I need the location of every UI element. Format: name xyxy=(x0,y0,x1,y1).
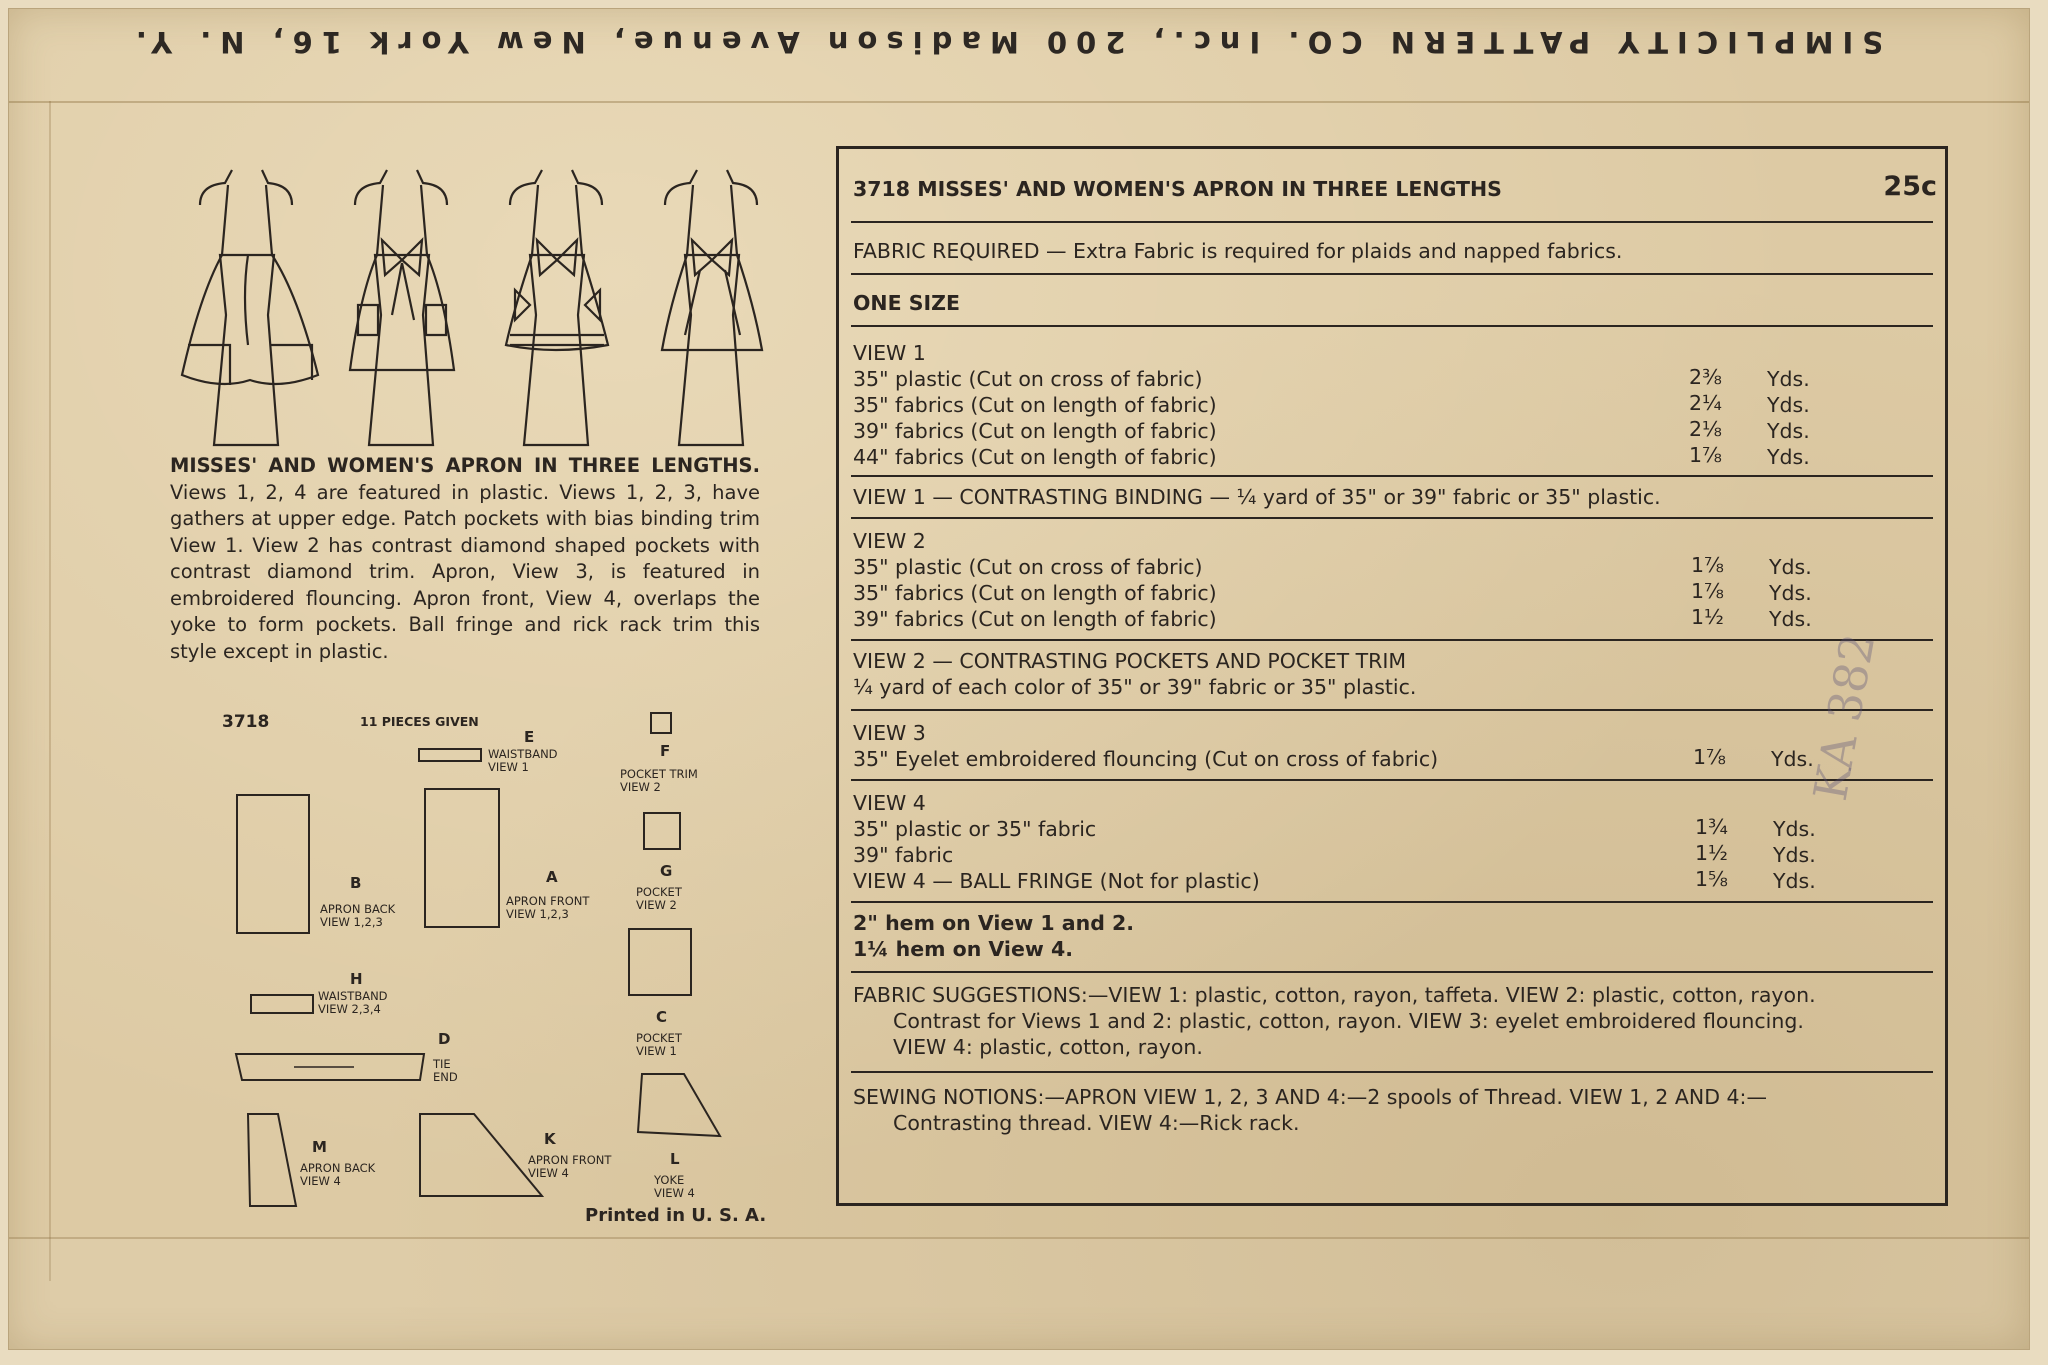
apron-view-3-figure xyxy=(506,170,608,445)
rule xyxy=(851,325,1933,327)
piece-g-letter: G xyxy=(660,862,673,880)
rule xyxy=(851,971,1933,973)
fabric-required: FABRIC REQUIRED — Extra Fabric is required for plaids and napped fabrics. xyxy=(853,239,1623,263)
view2-unit: Yds. xyxy=(1769,607,1812,631)
side-flap-edge xyxy=(9,101,51,1281)
piece-h-label: WAISTBAND VIEW 2,3,4 xyxy=(318,989,388,1016)
view1-row: 35" plastic (Cut on cross of fabric) xyxy=(853,367,1203,391)
piece-a-shape xyxy=(424,788,500,928)
piece-d-shape xyxy=(234,1046,434,1086)
view1-qty: 2¼ xyxy=(1689,391,1722,415)
view4-row: 35" plastic or 35" fabric xyxy=(853,817,1097,841)
rule xyxy=(851,1071,1933,1073)
fabric-suggestions-line2: Contrast for Views 1 and 2: plastic, cotton, rayon. VIEW 3: eyelet embroidered flouncing. xyxy=(893,1009,1804,1033)
piece-c-label: POCKET VIEW 1 xyxy=(636,1031,682,1058)
fabric-suggestions-line1: FABRIC SUGGESTIONS:—VIEW 1: plastic, cotton, rayon, taffeta. VIEW 2: plastic, cotton, rayon. xyxy=(853,983,1816,1007)
view4-unit: Yds. xyxy=(1773,817,1816,841)
piece-b-label: APRON BACK VIEW 1,2,3 xyxy=(320,902,396,929)
rule xyxy=(851,779,1933,781)
pattern-number: 3718 xyxy=(222,712,270,732)
view4-qty: 1¾ xyxy=(1695,815,1728,839)
description-title: MISSES' AND WOMEN'S APRON IN THREE LENGTHS. xyxy=(170,454,760,477)
size-label: ONE SIZE xyxy=(853,291,960,315)
piece-d-label: TIE END xyxy=(433,1057,458,1084)
piece-g-label: POCKET VIEW 2 xyxy=(636,885,682,912)
sewing-notions-line1: SEWING NOTIONS:—APRON VIEW 1, 2, 3 AND 4:—2 spools of Thread. VIEW 1, 2 AND 4:— xyxy=(853,1085,1767,1109)
view4-row: VIEW 4 — BALL FRINGE (Not for plastic) xyxy=(853,869,1260,893)
piece-k-label: APRON FRONT VIEW 4 xyxy=(528,1153,612,1180)
piece-e-label: WAISTBAND VIEW 1 xyxy=(488,747,558,774)
sewing-notions-line2: Contrasting thread. VIEW 4:—Rick rack. xyxy=(893,1111,1300,1135)
view1-unit: Yds. xyxy=(1767,367,1810,391)
fabric-chart-box xyxy=(836,146,1948,1206)
view2-label: VIEW 2 xyxy=(853,529,926,553)
view1-qty: 1⅞ xyxy=(1689,443,1722,467)
view2-qty: 1⅞ xyxy=(1691,579,1724,603)
piece-l-shape xyxy=(634,1070,724,1140)
hem-view-4: 1¼ hem on View 4. xyxy=(853,937,1073,961)
price: 25c xyxy=(1883,171,1937,202)
piece-m-shape xyxy=(244,1110,304,1210)
piece-g-shape xyxy=(643,812,681,850)
rule xyxy=(851,901,1933,903)
piece-k-letter: K xyxy=(544,1130,556,1148)
view4-label: VIEW 4 xyxy=(853,791,926,815)
view2-row: 35" plastic (Cut on cross of fabric) xyxy=(853,555,1203,579)
view2-unit: Yds. xyxy=(1769,555,1812,579)
view4-unit: Yds. xyxy=(1773,869,1816,893)
piece-e-shape xyxy=(418,748,482,762)
piece-l-label: YOKE VIEW 4 xyxy=(654,1173,695,1200)
view2-pockets-detail: ¼ yard of each color of 35" or 39" fabric or 35" plastic. xyxy=(853,675,1417,699)
piece-m-label: APRON BACK VIEW 4 xyxy=(300,1161,376,1188)
view2-row: 39" fabrics (Cut on length of fabric) xyxy=(853,607,1217,631)
fabric-suggestions-line3: VIEW 4: plastic, cotton, rayon. xyxy=(893,1035,1203,1059)
handwritten-mark: KA 382 xyxy=(1802,629,1886,805)
rule xyxy=(851,517,1933,519)
view4-qty: 1⅝ xyxy=(1695,867,1728,891)
view1-qty: 2⅜ xyxy=(1689,365,1722,389)
pieces-given: 11 PIECES GIVEN xyxy=(360,714,479,729)
piece-h-letter: H xyxy=(350,970,363,988)
pattern-description xyxy=(170,453,760,665)
view1-unit: Yds. xyxy=(1767,393,1810,417)
view2-unit: Yds. xyxy=(1769,581,1812,605)
rule xyxy=(851,639,1933,641)
view1-label: VIEW 1 xyxy=(853,341,926,365)
view2-pockets-heading: VIEW 2 — CONTRASTING POCKETS AND POCKET TRIM xyxy=(853,649,1407,673)
view1-row: 35" fabrics (Cut on length of fabric) xyxy=(853,393,1217,417)
view1-unit: Yds. xyxy=(1767,445,1810,469)
view1-qty: 2⅛ xyxy=(1689,417,1722,441)
piece-c-letter: C xyxy=(656,1008,668,1026)
piece-l-letter: L xyxy=(670,1150,680,1168)
piece-a-label: APRON FRONT VIEW 1,2,3 xyxy=(506,894,590,921)
view3-label: VIEW 3 xyxy=(853,721,926,745)
view1-row: 39" fabrics (Cut on length of fabric) xyxy=(853,419,1217,443)
rule xyxy=(851,475,1933,477)
piece-b-shape xyxy=(236,794,310,934)
view2-qty: 1⅞ xyxy=(1691,553,1724,577)
view1-unit: Yds. xyxy=(1767,419,1810,443)
printed-in-usa: Printed in U. S. A. xyxy=(585,1205,767,1226)
flap-fold-line xyxy=(9,101,2029,103)
rule xyxy=(851,221,1933,223)
apron-view-2-figure xyxy=(350,170,454,445)
view3-unit: Yds. xyxy=(1771,747,1814,771)
rule xyxy=(851,709,1933,711)
view3-qty: 1⅞ xyxy=(1693,745,1726,769)
piece-d-letter: D xyxy=(438,1030,451,1048)
piece-c-shape xyxy=(628,928,692,996)
view2-qty: 1½ xyxy=(1691,605,1724,629)
piece-m-letter: M xyxy=(312,1138,327,1156)
hem-view-1-2: 2" hem on View 1 and 2. xyxy=(853,911,1135,935)
view3-row: 35" Eyelet embroidered flouncing (Cut on cross of fabric) xyxy=(853,747,1439,771)
rule xyxy=(851,273,1933,275)
piece-k-shape xyxy=(416,1110,546,1200)
view1-row: 44" fabrics (Cut on length of fabric) xyxy=(853,445,1217,469)
apron-view-4-figure xyxy=(662,170,762,445)
view2-row: 35" fabrics (Cut on length of fabric) xyxy=(853,581,1217,605)
description-body: Views 1, 2, 4 are featured in plastic. Views 1, 2, 3, have gathers at upper edge. Patch pockets with bias binding trim View 1. View 2 has contrast diamond shaped pockets with contrast diamond trim. Apron, View 3, is featured in embroidered flouncing. Apron front, View 4, overlaps the yoke to form pockets. Ball fringe and rick rack trim this style except in plastic. xyxy=(170,480,760,663)
piece-a-letter: A xyxy=(546,868,558,886)
view4-qty: 1½ xyxy=(1695,841,1728,865)
publisher-header: SIMPLICITY PATTERN CO. Inc., 200 Madison Avenue, New York 16, N. Y. xyxy=(126,25,1884,59)
apron-view-1-figure xyxy=(182,170,318,445)
apron-illustrations xyxy=(170,145,790,455)
piece-b-letter: B xyxy=(350,874,362,892)
piece-h-shape xyxy=(250,994,314,1014)
chart-title: 3718 MISSES' AND WOMEN'S APRON IN THREE LENGTHS xyxy=(853,177,1502,201)
piece-f-letter: F xyxy=(660,742,671,760)
view4-unit: Yds. xyxy=(1773,843,1816,867)
view4-row: 39" fabric xyxy=(853,843,954,867)
view1-binding: VIEW 1 — CONTRASTING BINDING — ¼ yard of 35" or 39" fabric or 35" plastic. xyxy=(853,485,1661,509)
piece-f-shape xyxy=(650,712,672,734)
piece-f-label: POCKET TRIM VIEW 2 xyxy=(620,767,698,794)
bottom-flap xyxy=(9,1237,2029,1349)
piece-e-letter: E xyxy=(524,728,535,746)
